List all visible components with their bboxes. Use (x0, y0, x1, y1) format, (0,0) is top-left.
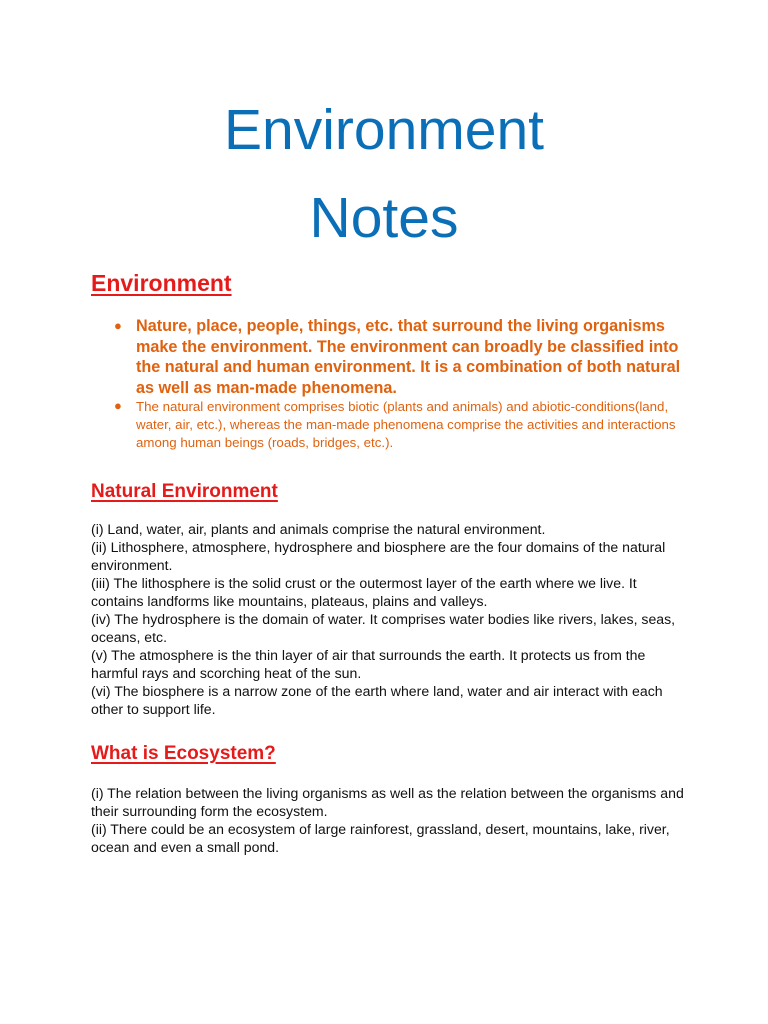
environment-bullet-list (111, 316, 681, 452)
document-title-line-2: Notes (309, 186, 459, 250)
paragraph-line: (i) The relation between the living organisms as well as the relation between the organisms and their surrounding form the ecosystem. (91, 785, 684, 819)
heading-environment: Environment (91, 270, 232, 296)
paragraph-line: (vi) The biosphere is a narrow zone of the earth where land, water and air interact with each other to support life. (91, 683, 663, 717)
paragraph-line: (iii) The lithosphere is the solid crust or the outermost layer of the earth where we live. It contains landforms like mountains, plateaus, plains and valleys. (91, 575, 637, 609)
paragraph-line: (i) Land, water, air, plants and animals comprise the natural environment. (91, 521, 546, 537)
paragraph-line: (ii) Lithosphere, atmosphere, hydrosphere and biosphere are the four domains of the natural environment. (91, 539, 666, 573)
bullet-text: The natural environment comprises biotic (plants and animals) and abiotic-conditions(land, water, air, etc.), whereas the man-made phenomena comprise the activities and interactions among human beings (roads, bridges, etc.). (136, 399, 676, 451)
heading-ecosystem: What is Ecosystem? (91, 743, 276, 764)
bullet-item (111, 316, 681, 398)
bullet-item (111, 398, 681, 452)
bullet-dot-icon: ● (114, 318, 122, 333)
natural-environment-paragraph (91, 520, 691, 718)
bullet-dot-icon: ● (114, 398, 122, 414)
bullet-text: Nature, place, people, things, etc. that surround the living organisms make the environment. The environment can broadly be classified into the natural and human environment. It is a combination of both natural as well as man-made phenomena. (136, 317, 681, 397)
ecosystem-paragraph (91, 784, 691, 856)
paragraph-line: (iv) The hydrosphere is the domain of water. It comprises water bodies like rivers, lakes, seas, oceans, etc. (91, 611, 676, 645)
heading-natural-environment: Natural Environment (91, 481, 278, 502)
document-title-line-1: Environment (224, 98, 544, 162)
paragraph-line: (ii) There could be an ecosystem of large rainforest, grassland, desert, mountains, lake, river, ocean and even a small pond. (91, 821, 670, 855)
paragraph-line: (v) The atmosphere is the thin layer of air that surrounds the earth. It protects us from the harmful rays and scorching heat of the sun. (91, 647, 646, 681)
